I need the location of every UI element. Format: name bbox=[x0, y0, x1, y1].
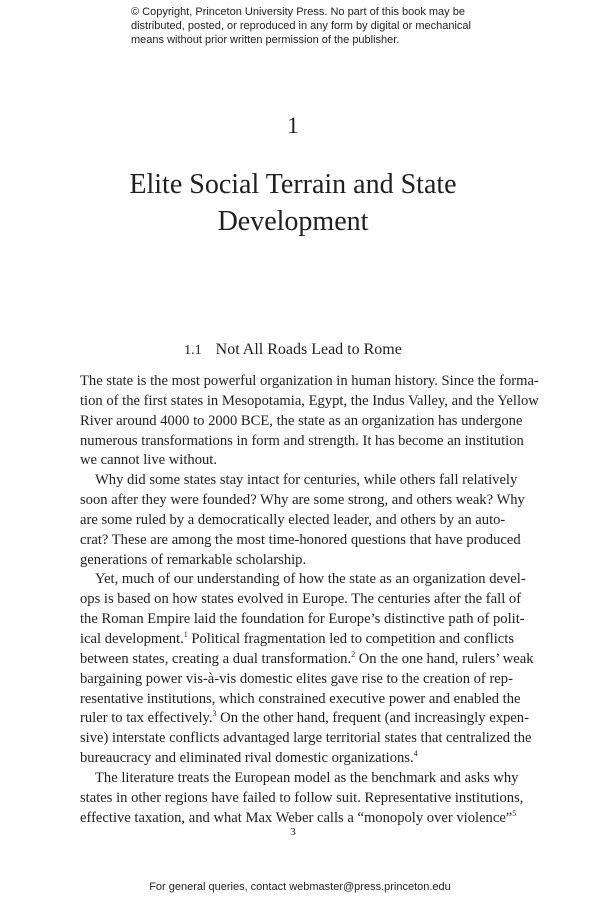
text-line bbox=[80, 610, 525, 630]
page-number: 3 bbox=[290, 826, 296, 838]
footnote-marker[interactable]: 5 bbox=[512, 808, 517, 818]
section-title: Not All Roads Lead to Rome bbox=[215, 341, 402, 358]
text-segment: soon after they were founded? Why are some strong, and others weak? Why bbox=[80, 492, 525, 509]
text-segment: River around 4000 to 2000 BCE, the state as an organization has undergone bbox=[80, 412, 523, 429]
text-line bbox=[80, 629, 515, 650]
paragraph bbox=[80, 471, 525, 570]
text-line bbox=[80, 649, 534, 670]
text-segment: bargaining power vis-à-vis domestic elites gave rise to the creation of rep- bbox=[80, 670, 513, 687]
text-segment: between states, creating a dual transformation. bbox=[80, 650, 352, 667]
text-segment: resentative institutions, which constrained executive power and enabled the bbox=[80, 690, 521, 707]
text-line bbox=[80, 471, 518, 491]
text-segment: crat? These are among the most time-honored questions that have produced bbox=[80, 531, 521, 548]
body-text bbox=[80, 372, 539, 828]
text-segment: numerous transformations in form and strength. It has become an institution bbox=[80, 432, 524, 449]
text-segment: ops is based on how states evolved in Europe. The centuries after the fall of bbox=[80, 591, 522, 608]
text-segment: sive) interstate conflicts advantaged large territorial states that centralized the bbox=[80, 730, 532, 747]
section-heading bbox=[0, 341, 586, 359]
copyright-line: means without prior written permission of the publisher. bbox=[131, 34, 400, 46]
chapter-title bbox=[0, 166, 586, 240]
copyright-line: © Copyright, Princeton University Press. No part of this book may be bbox=[131, 6, 465, 18]
text-segment: Why did some states stay intact for centuries, while others fall relatively bbox=[95, 472, 518, 489]
text-line bbox=[80, 789, 524, 809]
text-line bbox=[80, 531, 521, 551]
text-segment: effective taxation, and what Max Weber calls a “monopoly over violence” bbox=[80, 809, 513, 826]
text-segment: bureaucracy and eliminated rival domestic organizations. bbox=[80, 750, 414, 767]
text-line bbox=[80, 451, 505, 471]
text-line bbox=[80, 769, 519, 789]
footnote-marker[interactable]: 4 bbox=[413, 749, 418, 759]
text-line bbox=[80, 432, 524, 452]
text-segment: states in other regions have failed to follow suit. Representative institutions, bbox=[80, 789, 524, 806]
text-segment: Political fragmentation led to competition and conflicts bbox=[187, 630, 515, 647]
text-segment: The literature treats the European model as the benchmark and asks why bbox=[95, 769, 519, 786]
text-line bbox=[80, 511, 505, 531]
text-line bbox=[80, 372, 539, 392]
text-line bbox=[80, 551, 505, 571]
paragraph bbox=[80, 372, 539, 471]
text-segment: Yet, much of our understanding of how the state as an organization devel- bbox=[95, 571, 526, 588]
text-line bbox=[80, 570, 526, 590]
text-segment: generations of remarkable scholarship. bbox=[80, 551, 307, 568]
paragraph bbox=[80, 769, 524, 829]
text-segment: the Roman Empire laid the foundation for Europe’s distinctive path of polit- bbox=[80, 611, 525, 628]
text-line bbox=[80, 670, 513, 690]
text-line bbox=[80, 392, 539, 412]
text-line bbox=[80, 749, 505, 769]
copyright-notice bbox=[131, 5, 471, 47]
text-segment: ruler to tax effectively. bbox=[80, 710, 213, 727]
chapter-title-line: Development bbox=[217, 206, 369, 237]
text-segment: we cannot live without. bbox=[80, 452, 217, 469]
section-number: 1.1 bbox=[184, 343, 202, 358]
text-segment: On the other hand, frequent (and increasingly expen- bbox=[216, 710, 529, 727]
footnote-marker[interactable]: 1 bbox=[183, 629, 188, 639]
text-segment: The state is the most powerful organization in human history. Since the forma- bbox=[80, 373, 539, 389]
text-segment: On the one hand, rulers’ weak bbox=[355, 650, 534, 667]
text-line bbox=[80, 690, 521, 710]
chapter-number: 1 bbox=[287, 113, 299, 138]
text-line bbox=[80, 709, 529, 729]
copyright-line: distributed, posted, or reproduced in any form by digital or mechanical bbox=[131, 20, 471, 32]
text-segment: tion of the first states in Mesopotamia, Egypt, the Indus Valley, and the Yellow bbox=[80, 392, 539, 409]
text-line bbox=[80, 491, 525, 511]
chapter-title-line: Elite Social Terrain and State bbox=[129, 169, 457, 200]
footnote-marker[interactable]: 2 bbox=[351, 649, 356, 659]
footer-contact: For general queries, contact webmaster@press.princeton.edu bbox=[149, 881, 451, 893]
text-segment: ical development. bbox=[80, 630, 184, 647]
text-segment: are some ruled by a democratically elected leader, and others by an auto- bbox=[80, 511, 506, 528]
paragraph bbox=[80, 570, 534, 768]
text-line bbox=[80, 412, 523, 432]
text-line bbox=[80, 590, 522, 610]
text-line bbox=[80, 729, 532, 749]
footnote-marker[interactable]: 3 bbox=[212, 709, 217, 719]
